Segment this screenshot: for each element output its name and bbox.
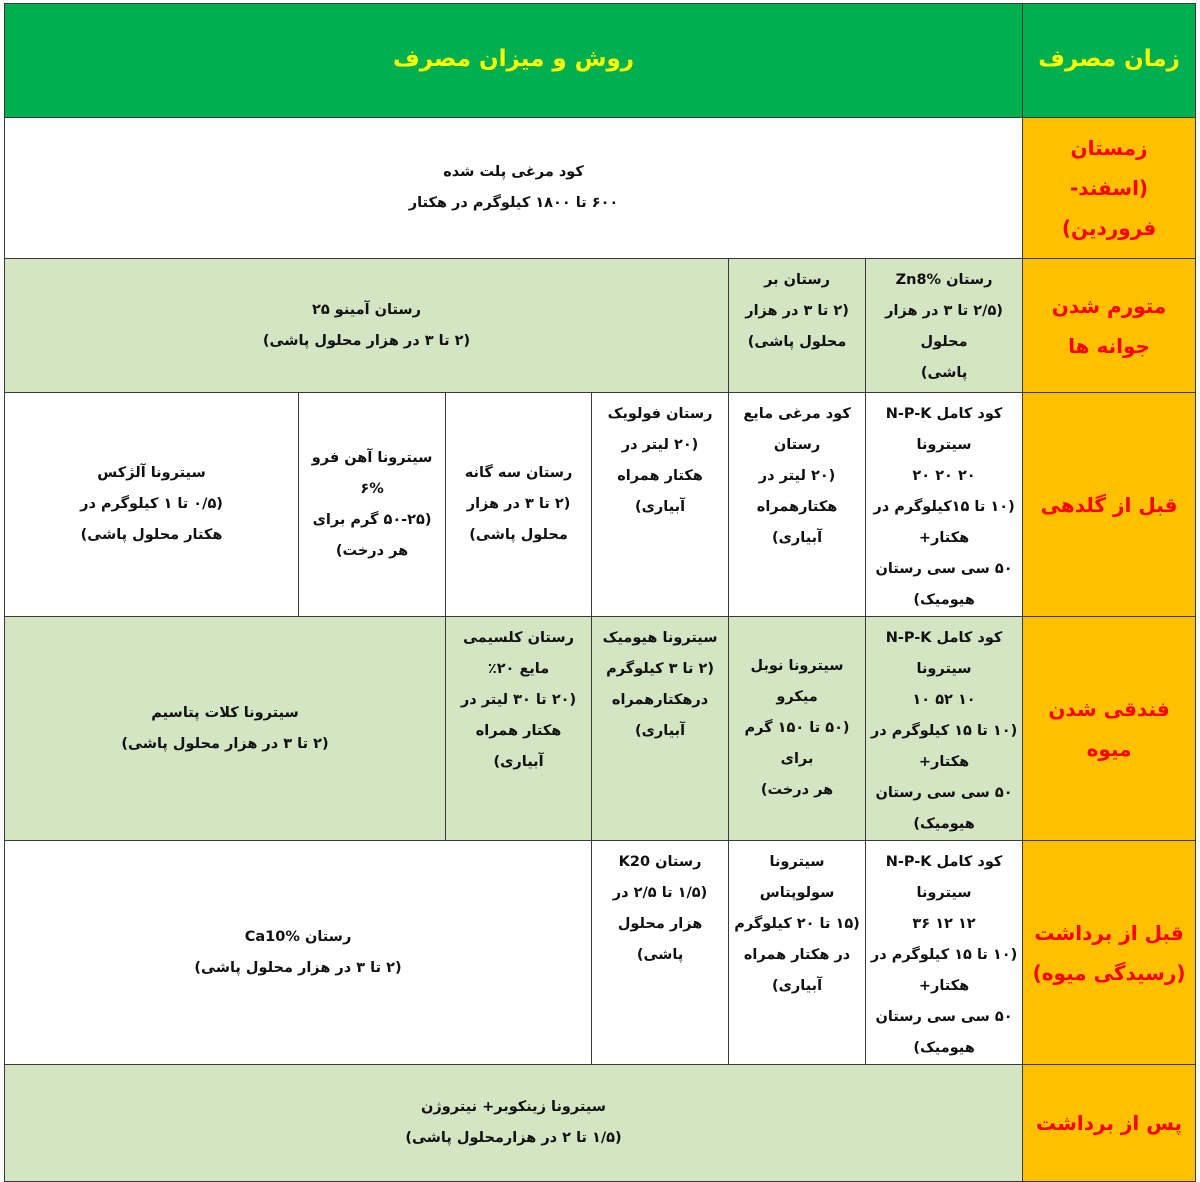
method-cell (592, 393, 729, 617)
method-cell (866, 393, 1023, 617)
cell-line: هکتار همراه آبیاری) (475, 723, 562, 770)
cell-line: سیترونا کلات پتاسیم (151, 704, 299, 721)
cell-line: سیترونا آهن فرو (311, 449, 433, 466)
time-line: فندقی شدن (1048, 696, 1170, 721)
cell-line: محلول پاشی) (469, 527, 568, 543)
cell-line: ۶۰۰ تا ۱۸۰۰ کیلوگرم در هکتار (408, 195, 619, 211)
time-line: متورم شدن (1051, 293, 1167, 318)
cell-line: هکتارهمراه آبیاری) (756, 499, 838, 546)
cell-line: (۵۰ تا ۱۵۰ گرم برای (744, 720, 850, 767)
method-cell (729, 393, 866, 617)
method-cell (5, 1065, 1023, 1182)
cell-line: (۱۰ تا ۱۵ کیلوگرم در هکتار+ (870, 947, 1018, 994)
cell-line: (۲ تا ۳ کیلوگرم (606, 661, 714, 677)
cell-line: آبیاری) (635, 723, 686, 739)
cell-line: سیترونا آلژکس (97, 465, 206, 481)
cell-line: (۲ تا ۳ در هزار (466, 496, 571, 512)
method-cell (5, 259, 729, 393)
cell-line: (۲۰ لیتر در (758, 468, 836, 484)
cell-line: (۲ تا ۳ در هزار محلول پاشی) (121, 735, 329, 752)
time-cell (1023, 841, 1196, 1065)
method-cell (446, 617, 592, 841)
method-header (5, 4, 1023, 118)
method-cell (592, 841, 729, 1065)
cell-line: پاشی) (636, 947, 684, 963)
method-cell (729, 259, 866, 393)
cell-line: هکتار محلول پاشی) (80, 527, 223, 543)
cell-line: کود مرغی مایع (743, 406, 851, 422)
table-row (5, 841, 1196, 1065)
time-line: قبل از گلدهی (1040, 492, 1178, 517)
cell-line: کود کامل N-P-K سیترونا (885, 630, 1003, 677)
time-cell (1023, 118, 1196, 259)
time-cell (1023, 393, 1196, 617)
cell-line: سیترونا زینکوبر+ نیتروژن (421, 1099, 607, 1115)
time-header (1023, 4, 1196, 118)
cell-line: ۱۲ ۱۲ ۳۶ (912, 916, 976, 932)
method-cell (5, 841, 592, 1065)
cell-line: سیترونا نوبل میکرو (750, 658, 844, 705)
cell-line: (۱/۵ تا ۲/۵ در (612, 885, 708, 901)
cell-line: (۲۰ تا ۳۰ لیتر در (460, 692, 577, 708)
cell-line: هزار محلول (617, 916, 703, 932)
time-line: میوه (1086, 736, 1132, 761)
table-row (5, 118, 1196, 259)
cell-line: ۶% (360, 480, 384, 497)
table-row (5, 617, 1196, 841)
cell-line: رستان کلسیمی (463, 630, 574, 646)
cell-line: (۱۰ تا ۱۵کیلوگرم در هکتار+ (873, 499, 1015, 546)
cell-line: (۲ تا ۳ در هزار محلول پاشی) (194, 959, 402, 976)
cell-line: ۵۰ سی سی رستان هیومیک) (875, 785, 1013, 832)
cell-line: هر درخت) (335, 542, 409, 559)
method-cell (866, 841, 1023, 1065)
cell-line: (۲۰ لیتر در (621, 437, 699, 453)
method-cell (5, 617, 446, 841)
table-row (5, 259, 1196, 393)
cell-line: کود مرغی پلت شده (443, 164, 584, 180)
cell-line: ۵۰ سی سی رستان هیومیک) (875, 1009, 1013, 1056)
cell-line: رستان فولویک (607, 406, 713, 422)
cell-line: رستان سه گانه (464, 465, 573, 481)
cell-line: سیترونا سولوپتاس (759, 854, 835, 901)
cell-line: (۱۰ تا ۱۵ کیلوگرم در هکتار+ (870, 723, 1018, 770)
cell-line: رستان آمینو ۲۵ (312, 301, 422, 318)
cell-line: (۲ تا ۳ در هزار (745, 303, 849, 319)
cell-line: رستان K20 (618, 854, 702, 870)
cell-line: رستان بر (764, 272, 830, 288)
header-row (5, 4, 1196, 118)
method-header-text: روش و میزان مصرف (393, 45, 635, 72)
cell-line: (۵۰-۲۵ گرم برای (312, 511, 432, 528)
method-cell (446, 393, 592, 617)
table-row (5, 393, 1196, 617)
cell-line: ۱۰ ۵۲ ۱۰ (912, 692, 976, 708)
time-cell (1023, 259, 1196, 393)
cell-line: درهکتارهمراه (611, 692, 709, 708)
cell-line: ۵۰ سی سی رستان هیومیک) (875, 561, 1013, 608)
table-row (5, 1065, 1196, 1182)
method-cell (729, 617, 866, 841)
method-cell (866, 259, 1023, 393)
cell-line: مایع ۲۰٪ (487, 661, 550, 677)
method-cell (729, 841, 866, 1065)
cell-line: کود کامل N-P-K سیترونا (885, 406, 1003, 453)
time-header-text: زمان مصرف (1038, 45, 1180, 72)
method-cell (5, 118, 1023, 259)
cell-line: محلول پاشی) (747, 334, 847, 350)
time-cell (1023, 617, 1196, 841)
method-cell (5, 393, 299, 617)
time-line: پس از برداشت (1036, 1111, 1183, 1135)
cell-line: (۰/۵ تا ۱ کیلوگرم در (80, 496, 223, 512)
time-line: زمستان (1070, 136, 1148, 160)
cell-line: (۲/۵ تا ۳ در هزار محلول (885, 303, 1003, 350)
cell-line: کود کامل N-P-K سیترونا (885, 854, 1003, 901)
time-line: قبل از برداشت (1034, 920, 1184, 945)
time-line: (رسیدگی میوه) (1032, 960, 1186, 985)
cell-line: آبیاری) (635, 499, 686, 515)
method-cell (592, 617, 729, 841)
cell-line: (۱/۵ تا ۲ در هزارمحلول پاشی) (405, 1130, 622, 1146)
fertilizer-table (4, 3, 1196, 1182)
cell-line: در هکتار همراه (743, 947, 851, 963)
cell-line: هکتار همراه (617, 468, 703, 484)
cell-line: (۲ تا ۳ در هزار محلول پاشی) (262, 332, 471, 349)
time-cell (1023, 1065, 1196, 1182)
cell-line: رستان Ca10% (244, 928, 352, 945)
method-cell (866, 617, 1023, 841)
time-line: جوانه ها (1068, 333, 1150, 358)
method-cell (299, 393, 446, 617)
fertilizer-schedule (4, 3, 1195, 1146)
cell-line: هر درخت) (760, 782, 834, 798)
cell-line: (۱۵ تا ۲۰ کیلوگرم (734, 916, 860, 932)
cell-line: ۲۰ ۲۰ ۲۰ (912, 468, 976, 484)
cell-line: پاشی) (920, 365, 968, 381)
cell-line: آبیاری) (772, 978, 823, 994)
time-line: (اسفند- فروردین) (1061, 176, 1157, 240)
cell-line: رستان Zn8% (895, 272, 993, 288)
cell-line: سیترونا هیومیک (602, 630, 718, 646)
cell-line: رستان (773, 437, 821, 453)
